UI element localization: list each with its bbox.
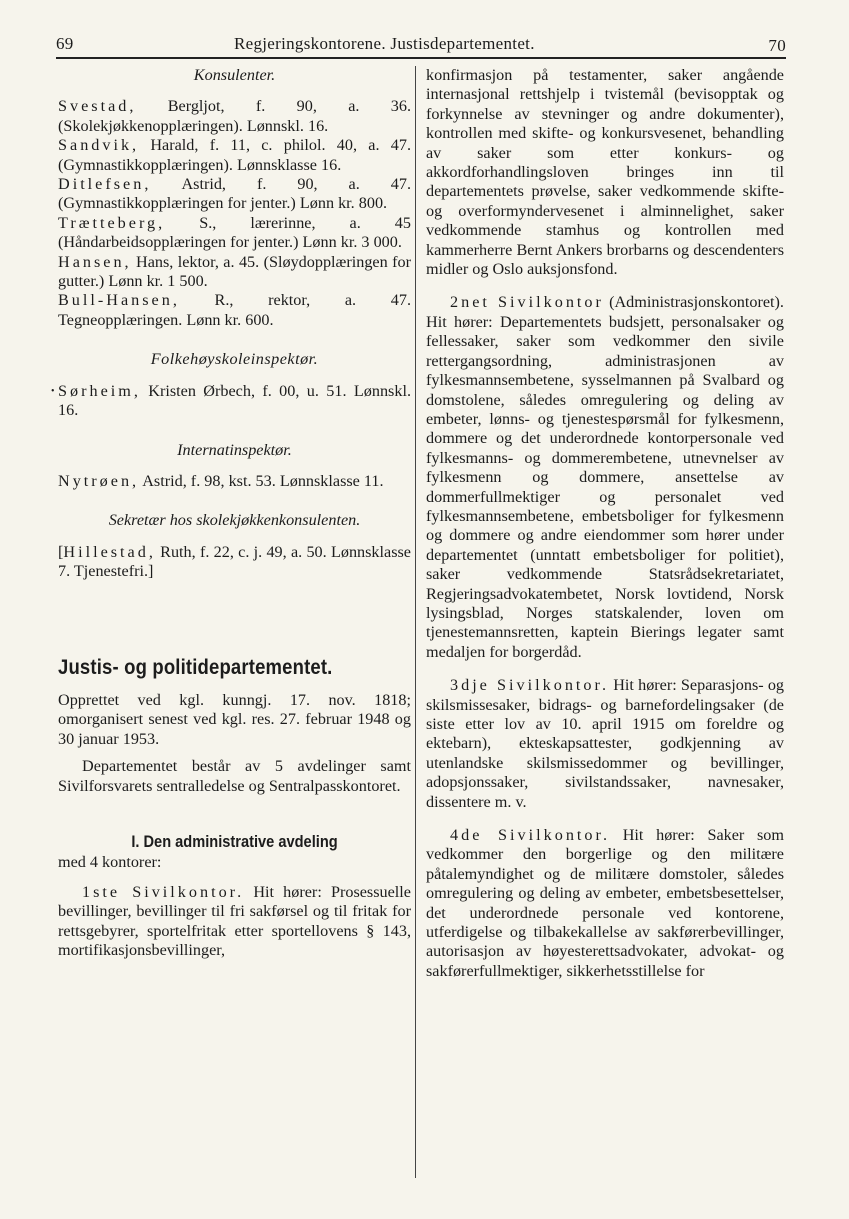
kontor-text: Hit hører: Separasjons- og skilsmissesaker, bidrags- og barnefordelingsaker (de siste etter lov av 10. april 1915 om foreldre og ektebarn), ekteskapsattester, godkjenning av utenlandske skilsmissedommer og bevillinger, adopsjonssaker, sivilstandssaker, navnesaker, dissentere m. v.	[426, 676, 785, 811]
right-column	[426, 66, 784, 995]
entry-name: Sandvik,	[58, 136, 140, 155]
avdeling-subtitle: med 4 kontorer:	[58, 853, 162, 872]
entry-name: Hillestad,	[63, 542, 156, 561]
entry-name: Ditlefsen,	[58, 175, 152, 194]
konsulent-entry	[58, 214, 411, 253]
entry-bracket: [	[58, 542, 64, 561]
running-title: Regjeringskontorene. Justisdepartementet.	[234, 34, 535, 53]
folkehoyskole-entry	[51, 381, 411, 421]
entry-text: S., lærerinne, a. 45 (Håndarbeidsopplæringen for jenter.) Lønn kr. 3 000.	[58, 213, 411, 252]
entry-name: Trætteberg,	[58, 213, 166, 232]
sekretaer-entry	[58, 543, 411, 582]
kontor-1-continuation: konfirmasjon på testamenter, saker angående internasjonal rettshjelp i tvistemål (bevisopptak og forkynnelse av stevninger og andre dokumenter), kontrollen med skifte- og konkursvesenet, behandling av saker som etter konkurs- og akkordforhandlingsloven bringes inn til departementets prøvelse, saker vedkommende skifte- og overformyndervesenet i alminnelighet, saker vedkommende stamhus og kontrollen med kammerherre Bernt Ankers brorbarns og descendenters midler og Oslo auksjonsfond.	[426, 66, 784, 279]
kontor-text: Hit hører: Prosessuelle bevillinger, bevillinger til fri sakførsel og til fritak for rettsgebyrer, sportelfritak etter sportellovens § 143, mortifikasjonsbevillinger,	[58, 882, 411, 959]
kontor-text: (Administrasjonskontoret). Hit hører: Departementets budsjett, personalsaker og fellessaker, saker som vedkommer den sivile rettergangsordning, administrasjonen av fylkesmannsembetene, sysselmannen på Svalbard og domstolene, således omregulering og deling av embeter, lønns- og tjenestespørsmål for fylkesmenn, dommere og det underordnede kontorpersonale ved fylkesmanns- og dommerembetene, utnevnelser av fylkesmenn og dommere, ansettelse av dommerfullmektiger og personalet ved fylkesmannsembetene, embetsboliger for fylkesmenn og dommere og andre eiendommer som hører under departementet (unntatt embetsboliger for politiet), saker vedkommende Statsrådsekretariatet, Regjeringsadvokatembetet, Norsk lovtidend, Norsk lysingsblad, Norges statskalender, loven om tjenestemannsretten, kaptein Bierings legater samt medaljen for borgerdåd.	[426, 293, 784, 661]
justis-paragraph-2: Departementet består av 5 avdelinger samt Sivilforsvarets sentralledelse og Sentralpasskontoret.	[58, 757, 411, 795]
avdeling-title: I. Den administrative avdeling	[131, 831, 338, 851]
entry-text: Kristen Ørbech, f. 00, u. 51. Lønnskl. 16.	[58, 381, 411, 420]
sekretaer-heading: Sekretær hos skolekjøkkenkonsulenten.	[108, 511, 361, 530]
left-column	[51, 66, 411, 960]
kontor-name: 3dje Sivilkontor.	[450, 676, 610, 695]
kontor-4-paragraph	[426, 826, 784, 981]
page-header	[56, 30, 786, 58]
konsulent-entry	[58, 291, 411, 330]
folkehoyskole-heading: Folkehøyskoleinspektør.	[150, 350, 319, 369]
konsulent-entry	[58, 175, 411, 214]
entry-text: Astrid, f. 90, a. 47. (Gymnastikkopplæringen for jenter.) Lønn kr. 800.	[58, 175, 411, 213]
justis-section-title: Justis- og politidepartementet.	[58, 654, 333, 679]
konsulent-entry	[58, 136, 411, 175]
kontor-name: 2net Sivilkontor	[450, 293, 604, 312]
page-number-left: 69	[56, 34, 74, 53]
entry-name: Sørheim,	[58, 381, 141, 400]
entry-name: Hansen,	[58, 252, 132, 271]
header-rule	[56, 57, 786, 59]
column-divider	[415, 66, 416, 1178]
entry-text: Hans, lektor, a. 45. (Sløydopplæringen for gutter.) Lønn kr. 1 500.	[58, 252, 411, 291]
justis-paragraph-1: Opprettet ved kgl. kunngj. 17. nov. 1818; omorganisert senest ved kgl. res. 27. februar 1948 og 30 januar 1953.	[58, 690, 411, 748]
entry-name: Nytrøen,	[58, 471, 140, 490]
entry-text: Ruth, f. 22, c. j. 49, a. 50. Lønnsklasse 7. Tjenestefri.]	[58, 542, 411, 581]
entry-text: Bergljot, f. 90, a. 36. (Skolekjøkkenopplæringen). Lønnskl. 16.	[58, 97, 411, 135]
kontor-2-paragraph	[426, 293, 784, 662]
entry-text: Harald, f. 11, c. philol. 40, a. 47. (Gymnastikkopplæringen). Lønnsklasse 16.	[58, 136, 411, 174]
entry-name: Svestad,	[58, 97, 137, 116]
stray-dot: •	[51, 385, 55, 397]
konsulent-entry	[58, 97, 411, 136]
konsulent-entry	[58, 253, 411, 292]
entry-text: R., rektor, a. 47. Tegneopplæringen. Lønn kr. 600.	[58, 291, 411, 329]
kontor-text: Hit hører: Saker som vedkommer den borgerlige og den militære påtalemyndighet og de militære domstoler, således omregulering og deling av embeter, embetsbesettelser, det underordnede personale ved kontorene, utferdigelse og tilbakekallelse av sakførerbevillinger, autorisasjon av høyesterettsadvokater, advokat- og sakførerfullmektiger, sikkerhetsstillelse for	[426, 826, 784, 980]
internat-entry	[58, 472, 411, 491]
kontor-name: 4de Sivilkontor.	[450, 826, 611, 845]
kontor-3-paragraph	[426, 676, 784, 812]
entry-text: Astrid, f. 98, kst. 53. Lønnsklasse 11.	[139, 471, 384, 490]
internat-heading: Internatinspektør.	[177, 440, 292, 459]
page-number-right: 70	[768, 36, 786, 55]
konsulenter-heading: Konsulenter.	[193, 66, 276, 84]
kontor-name: 1ste Sivilkontor.	[82, 882, 245, 901]
entry-name: Bull-Hansen,	[58, 291, 180, 310]
kontor-1-paragraph	[58, 883, 411, 961]
